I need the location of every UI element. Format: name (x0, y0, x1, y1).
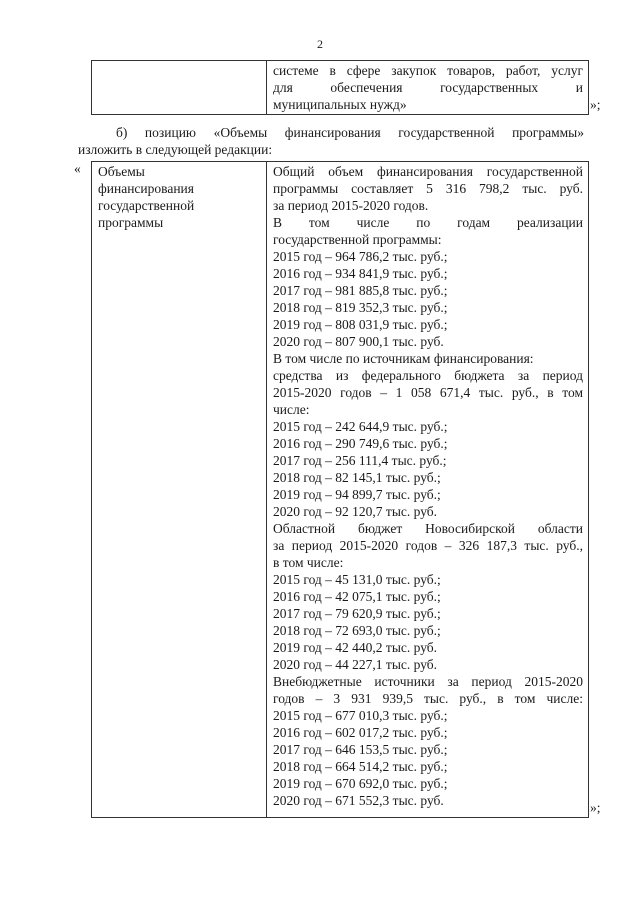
table-text-line: для обеспечения государственных и (273, 80, 583, 95)
funding-details-cell (267, 162, 589, 818)
funding-label-cell (92, 162, 267, 818)
funding-year-line: 2020 год – 44 227,1 тыс. руб. (273, 657, 438, 672)
funding-text-line: в том числе: (273, 555, 344, 570)
table-text-line: системе в сфере закупок товаров, работ, услуг (273, 63, 583, 78)
funding-year-line: 2018 год – 819 352,3 тыс. руб.; (273, 300, 448, 315)
funding-year-line: 2015 год – 677 010,3 тыс. руб.; (273, 708, 448, 723)
funding-year-line: 2016 год – 42 075,1 тыс. руб.; (273, 589, 441, 604)
funding-year-line: 2017 год – 646 153,5 тыс. руб.; (273, 742, 448, 757)
funding-text-line: годов – 3 931 939,5 тыс. руб., в том числе: (273, 691, 583, 706)
table-row (92, 61, 589, 115)
opening-quote: « (74, 161, 81, 176)
closing-quote: »; (590, 800, 601, 815)
table-row (92, 162, 589, 818)
funding-year-line: 2018 год – 72 693,0 тыс. руб.; (273, 623, 441, 638)
funding-label-line: финансирования (98, 181, 194, 196)
funding-text-line: В том числе по источникам финансирования: (273, 351, 534, 366)
funding-year-line: 2016 год – 934 841,9 тыс. руб.; (273, 266, 448, 281)
funding-year-line: 2017 год – 79 620,9 тыс. руб.; (273, 606, 441, 621)
funding-text-line: средства из федерального бюджета за период (273, 368, 583, 383)
funding-text-line: Областной бюджет Новосибирской области (273, 521, 583, 536)
funding-year-line: 2019 год – 808 031,9 тыс. руб.; (273, 317, 448, 332)
funding-year-line: 2016 год – 290 749,6 тыс. руб.; (273, 436, 448, 451)
funding-text-line: программы составляет 5 316 798,2 тыс. руб. (273, 181, 583, 196)
funding-year-line: 2018 год – 82 145,1 тыс. руб.; (273, 470, 441, 485)
funding-year-line: 2020 год – 92 120,7 тыс. руб. (273, 504, 438, 519)
funding-label-line: Объемы (98, 164, 145, 179)
funding-year-line: 2020 год – 807 900,1 тыс. руб. (273, 334, 444, 349)
funding-text-line: государственной программы: (273, 232, 442, 247)
edit-instruction-line: б) позицию «Объемы финансирования государственной программы» (116, 125, 584, 140)
funding-text-line: Общий объем финансирования государственной (273, 164, 583, 179)
funding-text-line: Внебюджетные источники за период 2015-2020 (273, 674, 583, 689)
funding-year-line: 2015 год – 242 644,9 тыс. руб.; (273, 419, 448, 434)
funding-text-line: числе: (273, 402, 310, 417)
funding-year-line: 2017 год – 256 111,4 тыс. руб.; (273, 453, 447, 468)
table-cell-right (267, 61, 589, 115)
funding-text-line: за период 2015-2020 годов – 326 187,3 тыс. руб., (273, 538, 583, 553)
funding-text-line: В том числе по годам реализации (273, 215, 583, 230)
funding-text-line: за период 2015-2020 годов. (273, 198, 429, 213)
funding-year-line: 2018 год – 664 514,2 тыс. руб.; (273, 759, 448, 774)
funding-year-line: 2019 год – 42 440,2 тыс. руб. (273, 640, 438, 655)
funding-year-line: 2019 год – 94 899,7 тыс. руб.; (273, 487, 441, 502)
funding-label-line: государственной (98, 198, 195, 213)
funding-text-line: 2015-2020 годов – 1 058 671,4 тыс. руб., в том (273, 385, 583, 400)
edit-instruction (78, 124, 584, 158)
closing-quote: »; (590, 97, 601, 112)
funding-year-line: 2015 год – 45 131,0 тыс. руб.; (273, 572, 441, 587)
funding-year-line: 2015 год – 964 786,2 тыс. руб.; (273, 249, 448, 264)
funding-year-line: 2019 год – 670 692,0 тыс. руб.; (273, 776, 448, 791)
funding-table (91, 161, 589, 818)
funding-year-line: 2017 год – 981 885,8 тыс. руб.; (273, 283, 448, 298)
funding-year-line: 2016 год – 602 017,2 тыс. руб.; (273, 725, 448, 740)
table-text-line: муниципальных нужд» (273, 97, 407, 112)
edit-instruction-line: изложить в следующей редакции: (78, 142, 273, 157)
page-number: 2 (317, 37, 323, 51)
top-table-fragment (91, 60, 589, 115)
funding-year-line: 2020 год – 671 552,3 тыс. руб. (273, 793, 444, 808)
table-cell-left (92, 61, 267, 115)
funding-label-line: программы (98, 215, 164, 230)
